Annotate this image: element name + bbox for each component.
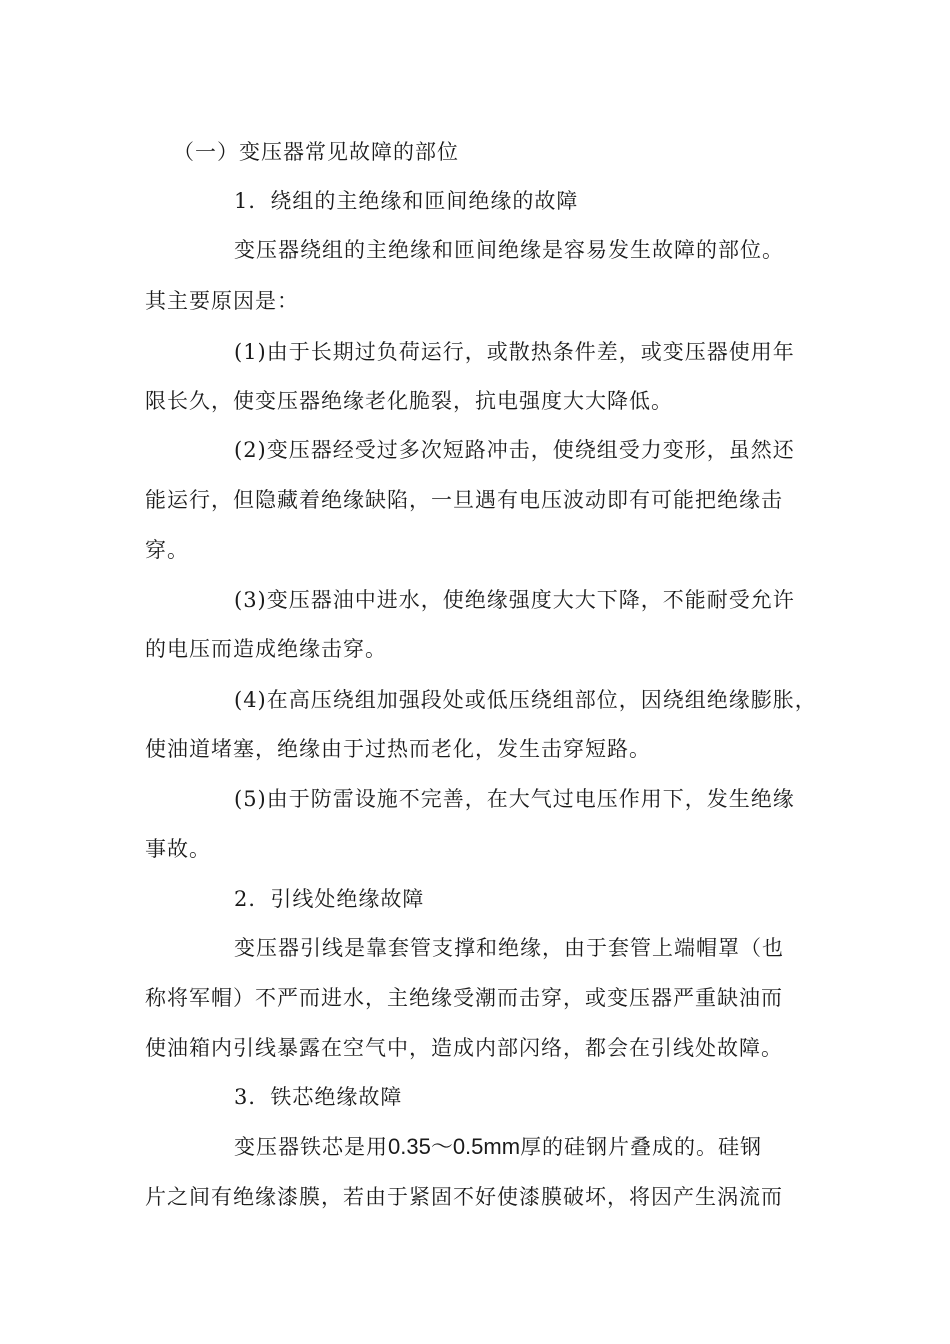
list-item-3-line: (3)变压器油中进水，使绝缘强度大大下降，不能耐受允许 [234,588,795,612]
subsection-heading-3: 3．铁芯绝缘故障 [234,1085,403,1109]
subsection-heading-1: 1．绕组的主绝缘和匝间绝缘的故障 [234,189,579,213]
list-item-2-line: (2)变压器经受过多次短路冲击，使绕组受力变形，虽然还 [234,438,795,462]
list-item-1-line: (1)由于长期过负荷运行，或散热条件差，或变压器使用年 [234,340,795,364]
text-after-value: 厚的硅钢片叠成的。硅钢 [520,1135,763,1159]
section-heading: （一）变压器常见故障的部位 [173,140,459,164]
paragraph-line-iron-core [234,1134,762,1160]
paragraph-line: 其主要原因是： [145,289,299,313]
paragraph-line: 片之间有绝缘漆膜，若由于紧固不好使漆膜破坏，将因产生涡流而 [145,1185,783,1209]
list-item-2-line: 能运行，但隐藏着绝缘缺陷，一旦遇有电压波动即有可能把绝缘击 [145,488,783,512]
subsection-heading-2: 2．引线处绝缘故障 [234,887,425,911]
list-item-2-line: 穿。 [145,538,189,562]
thickness-value: 0.35～0.5mm [388,1134,521,1159]
list-item-5-line: 事故。 [145,837,211,861]
list-item-4-line: 使油道堵塞，绝缘由于过热而老化，发生击穿短路。 [145,737,651,761]
paragraph-line: 变压器绕组的主绝缘和匝间绝缘是容易发生故障的部位。 [234,238,784,262]
paragraph-line: 使油箱内引线暴露在空气中，造成内部闪络，都会在引线处故障。 [145,1036,783,1060]
paragraph-line: 变压器引线是靠套管支撑和绝缘，由于套管上端帽罩（也 [234,936,784,960]
list-item-5-line: (5)由于防雷设施不完善，在大气过电压作用下，发生绝缘 [234,787,795,811]
list-item-3-line: 的电压而造成绝缘击穿。 [145,637,387,661]
paragraph-line: 称将军帽）不严而进水，主绝缘受潮而击穿，或变压器严重缺油而 [145,986,783,1010]
list-item-1-line: 限长久，使变压器绝缘老化脆裂，抗电强度大大降低。 [145,389,673,413]
text-before-value: 变压器铁芯是用 [234,1135,388,1159]
list-item-4-line: (4)在高压绕组加强段处或低压绕组部位，因绕组绝缘膨胀， [234,688,817,712]
